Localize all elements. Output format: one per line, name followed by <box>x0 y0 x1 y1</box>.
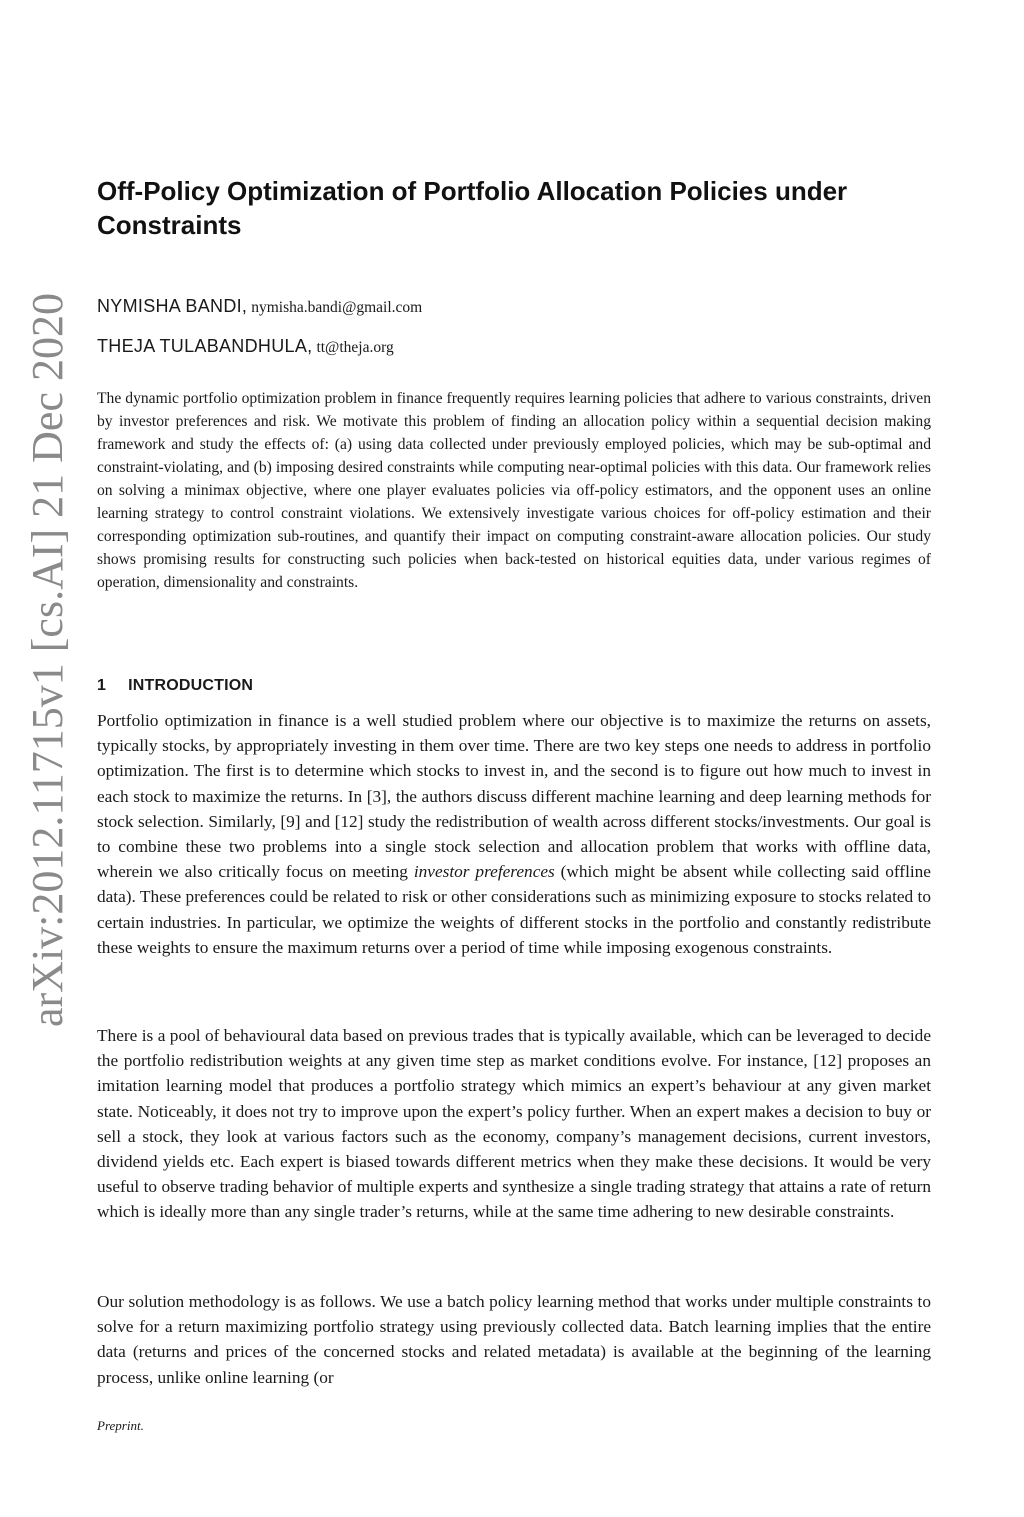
arxiv-identifier: arXiv:2012.11715v1 [cs.AI] 21 Dec 2020 <box>23 293 72 1027</box>
section-heading <box>97 677 253 695</box>
paper-title: Off-Policy Optimization of Portfolio Allocation Policies under Constraints <box>97 176 848 240</box>
paragraph-text: Portfolio optimization in finance is a well studied problem where our objective is to maximize the returns on assets, typically stocks, by appropriately investing in them over time. There are two key steps one needs to address in portfolio optimization. The first is to determine which stocks to invest in, and the second is to figure out how much to invest in each stock to maximize the returns. In [3], the authors discuss different machine learning and deep learning methods for stock selection. Similarly, [9] and [12] study the redistribution of wealth across different stocks/investments. Our goal is to combine these two problems into a single stock selection and allocation problem that works with offline data, wherein we also critically focus on meeting <box>97 711 931 882</box>
section-title: INTRODUCTION <box>128 677 254 694</box>
emphasis-text: investor preferences <box>413 862 555 882</box>
intro-paragraph-2: There is a pool of behavioural data based on previous trades that is typically available, which can be leveraged to decide the portfolio redistribution weights at any given time step as market conditions evolve. For instance, [12] proposes an imitation learning model that produces a portfolio strategy which mimics an expert’s behaviour at any given market state. Noticeably, it does not try to improve upon the expert’s policy further. When an expert makes a decision to buy or sell a stock, they look at various factors such as the economy, company’s management decisions, current investors, dividend yields etc. Each expert is biased towards different metrics when they make these decisions. It would be very useful to observe trading behavior of multiple experts and synthesize a single trading strategy that attains a rate of return which is ideally more than any single trader’s returns, while at the same time adhering to new desirable constraints. <box>97 1026 931 1222</box>
author-email: nymisha.bandi@gmail.com <box>251 299 423 316</box>
intro-paragraph-3: Our solution methodology is as follows. We use a batch policy learning method that works under multiple constraints to solve for a return maximizing portfolio strategy using previously collected data. Batch learning implies that the entire data (returns and prices of the concerned stocks and related metadata) is available at the beginning of the learning process, unlike online learning (or <box>97 1292 931 1387</box>
intro-paragraph-1 <box>97 708 931 960</box>
author-name: THEJA TULABANDHULA, <box>97 336 313 356</box>
section-number: 1 <box>97 677 107 694</box>
paragraph-text: (which might be absent while collecting said offline data). These preferences could be related to risk or other considerations such as minimizing exposure to stocks related to certain industries. In particular, we optimize the weights of different stocks in the portfolio and constantly redistribute these weights to ensure the maximum returns over a period of time while imposing exogenous constraints. <box>97 862 931 957</box>
footer-note: Preprint. <box>97 1418 144 1433</box>
author-email: tt@theja.org <box>316 339 394 356</box>
author-1 <box>97 296 422 317</box>
author-2 <box>97 336 394 357</box>
abstract: The dynamic portfolio optimization problem in finance frequently requires learning policies that adhere to various constraints, driven by investor preferences and risk. We motivate this problem of finding an allocation policy within a sequential decision making framework and study the effects of: (a) using data collected under previously employed policies, which may be sub-optimal and constraint-violating, and (b) imposing desired constraints while computing near-optimal policies with this data. Our framework relies on solving a minimax objective, where one player evaluates policies via off-policy estimators, and the opponent uses an online learning strategy to control constraint violations. We extensively investigate various choices for off-policy estimation and their corresponding optimization sub-routines, and quantify their impact on computing constraint-aware allocation policies. Our study shows promising results for constructing such policies when back-tested on historical equities data, under various regimes of operation, dimensionality and constraints. <box>97 390 931 591</box>
author-name: NYMISHA BANDI, <box>97 296 248 316</box>
